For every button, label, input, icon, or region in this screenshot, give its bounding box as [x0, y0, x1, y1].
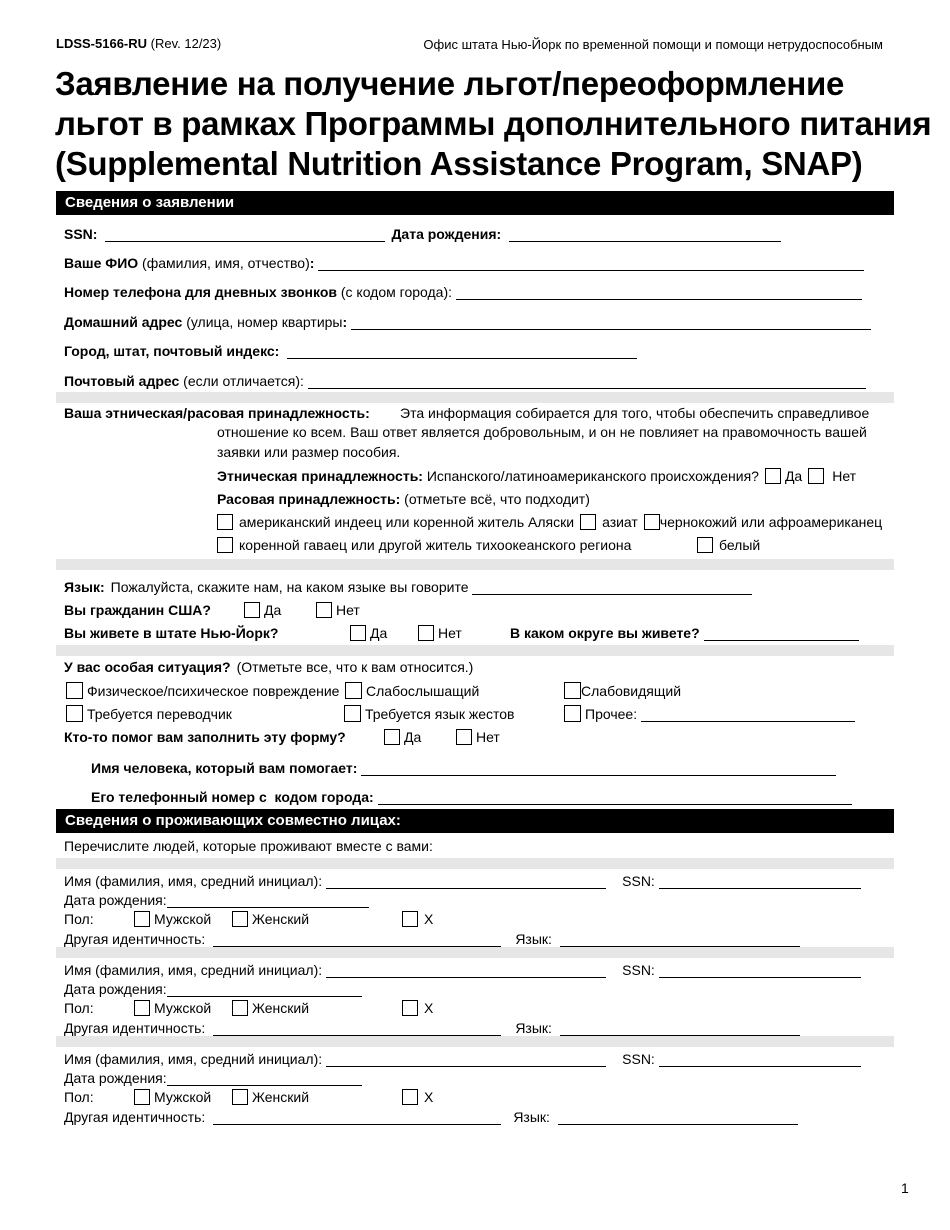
- language-question: Пожалуйста, скажите нам, на каком языке вы говорите: [110, 579, 469, 595]
- helper-phone-row: [91, 785, 852, 805]
- special-options-row-1: [66, 679, 681, 699]
- other-situation-checkbox[interactable]: [564, 705, 581, 722]
- physical-impairment-checkbox[interactable]: [66, 682, 83, 699]
- dob-label: Дата рождения:: [391, 226, 502, 242]
- helper-yes-label: Да: [404, 729, 422, 745]
- person-1-ssn-label: SSN:: [622, 873, 655, 889]
- person-3-male-checkbox[interactable]: [134, 1089, 150, 1105]
- person-3-female-checkbox[interactable]: [232, 1089, 248, 1105]
- special-situation-row: [64, 655, 473, 675]
- person-1-female-checkbox[interactable]: [232, 911, 248, 927]
- office-name: Офис штата Нью-Йорк по временной помощи и помощи нетрудоспособным: [423, 37, 883, 52]
- race-options-row-2: [217, 533, 760, 553]
- person-2-language-field[interactable]: [560, 1022, 800, 1036]
- person-2-identity-label: Другая идентичность:: [64, 1020, 206, 1036]
- visually-impaired-label: Слабовидящий: [581, 683, 682, 699]
- ny-no-label: Нет: [438, 625, 462, 641]
- person-3-ssn-label: SSN:: [622, 1051, 655, 1067]
- ethnic-label: Этническая принадлежность:: [217, 468, 423, 484]
- person-2-ssn-field[interactable]: [659, 964, 861, 978]
- ny-resident-row: [64, 621, 859, 641]
- other-situation-field[interactable]: [641, 708, 855, 722]
- person-2-language-label: Язык:: [515, 1020, 552, 1036]
- citizen-no-checkbox[interactable]: [316, 602, 332, 618]
- city-row: [64, 339, 637, 359]
- home-address-label: Домашний адрес: [64, 314, 183, 330]
- interpreter-checkbox[interactable]: [66, 705, 83, 722]
- person-1-language-field[interactable]: [560, 933, 800, 947]
- phone-hint: (с кодом города):: [336, 284, 453, 300]
- citizen-row: [64, 598, 360, 618]
- person-1-identity-row: [64, 927, 800, 947]
- helper-question: Кто-то помог вам заполнить эту форму?: [64, 729, 346, 745]
- person-3-language-label: Язык:: [513, 1109, 550, 1125]
- person-3-identity-label: Другая идентичность:: [64, 1109, 206, 1125]
- person-2-identity-field[interactable]: [213, 1022, 501, 1036]
- person-1-identity-label: Другая идентичность:: [64, 931, 206, 947]
- hispanic-no-checkbox[interactable]: [808, 468, 824, 484]
- person-2-sex-label: Пол:: [64, 1000, 94, 1016]
- page-number: 1: [901, 1180, 909, 1196]
- mailing-address-hint: (если отличается):: [179, 373, 304, 389]
- person-2-dob-label: Дата рождения:: [64, 981, 167, 997]
- ssn-label: SSN:: [64, 226, 98, 242]
- race-native-american-label: американский индеец или коренной житель Аляски: [239, 514, 575, 530]
- language-field[interactable]: [472, 581, 752, 595]
- person-3-x-label: X: [424, 1089, 434, 1105]
- phone-label: Номер телефона для дневных звонков: [64, 284, 337, 300]
- citizen-yes-checkbox[interactable]: [244, 602, 260, 618]
- helper-phone-field[interactable]: [378, 791, 852, 805]
- separator-1: [56, 392, 894, 403]
- title-line-2: льгот в рамках Программы дополнительного питания: [55, 105, 932, 142]
- helper-no-label: Нет: [476, 729, 500, 745]
- citizen-yes-label: Да: [264, 602, 282, 618]
- race-pacific-checkbox[interactable]: [217, 537, 233, 553]
- person-1-sex-row: [64, 907, 433, 927]
- person-2-identity-row: [64, 1016, 800, 1036]
- person-1-x-label: X: [424, 911, 434, 927]
- mailing-address-row: [64, 369, 866, 389]
- person-1-language-label: Язык:: [515, 931, 552, 947]
- person-2-x-checkbox[interactable]: [402, 1000, 418, 1016]
- person-3-identity-field[interactable]: [213, 1111, 501, 1125]
- person-3-name-field[interactable]: [326, 1053, 606, 1067]
- race-asian-checkbox[interactable]: [580, 514, 596, 530]
- race-native-american-checkbox[interactable]: [217, 514, 233, 530]
- ethnicity-note-3: заявки или размер пособия.: [217, 444, 401, 460]
- helper-yes-checkbox[interactable]: [384, 729, 400, 745]
- household-intro: Перечислите людей, которые проживают вместе с вами:: [64, 838, 433, 854]
- county-field[interactable]: [704, 627, 859, 641]
- person-3-x-checkbox[interactable]: [402, 1089, 418, 1105]
- person-1-ssn-field[interactable]: [659, 875, 861, 889]
- person-2-name-row: [64, 958, 861, 978]
- dob-field[interactable]: [509, 228, 781, 242]
- form-header: [56, 36, 221, 51]
- ny-yes-label: Да: [370, 625, 388, 641]
- full-name-hint: (фамилия, имя, отчество): [138, 255, 310, 271]
- ny-resident-question: Вы живете в штате Нью-Йорк?: [64, 625, 279, 641]
- full-name-label: Ваше ФИО: [64, 255, 139, 271]
- person-1-sex-label: Пол:: [64, 911, 94, 927]
- home-address-field[interactable]: [351, 316, 871, 330]
- full-name-field[interactable]: [318, 257, 864, 271]
- special-options-row-2: [66, 702, 855, 722]
- section-household: Сведения о проживающих совместно лицах:: [56, 809, 894, 833]
- special-note: (Отметьте все, что к вам относится.): [236, 659, 474, 675]
- person-2-sex-row: [64, 996, 433, 1016]
- race-note: (отметьте всё, что подходит): [400, 491, 590, 507]
- hearing-impaired-checkbox[interactable]: [345, 682, 362, 699]
- separator-person-1: [56, 858, 894, 869]
- sign-language-checkbox[interactable]: [344, 705, 361, 722]
- ethnicity-note-1: Эта информация собирается для того, чтобы обеспечить справедливое: [400, 405, 870, 421]
- person-2-male-label: Мужской: [154, 1000, 212, 1016]
- person-3-dob-label: Дата рождения:: [64, 1070, 167, 1086]
- mailing-address-field[interactable]: [308, 375, 866, 389]
- hispanic-question: Испанского/латиноамериканского происхождения?: [422, 468, 759, 484]
- mailing-address-label: Почтовый адрес: [64, 373, 180, 389]
- race-white-checkbox[interactable]: [697, 537, 713, 553]
- separator-person-2: [56, 947, 894, 958]
- person-2-ssn-label: SSN:: [622, 962, 655, 978]
- person-2-dob-row: [64, 977, 362, 997]
- ny-no-checkbox[interactable]: [418, 625, 434, 641]
- person-1-name-field[interactable]: [326, 875, 606, 889]
- race-black-label: чернокожий или афроамериканец: [659, 514, 883, 530]
- citizen-question: Вы гражданин США?: [64, 602, 211, 618]
- county-question: В каком округе вы живете?: [510, 625, 700, 641]
- person-3-dob-field[interactable]: [167, 1072, 362, 1086]
- language-row: [64, 575, 752, 595]
- ny-yes-checkbox[interactable]: [350, 625, 366, 641]
- title-line-3: (Supplemental Nutrition Assistance Program, SNAP): [55, 145, 863, 182]
- form-revision: (Rev. 12/23): [150, 36, 222, 51]
- person-3-female-label: Женский: [252, 1089, 310, 1105]
- person-1-dob-label: Дата рождения:: [64, 892, 167, 908]
- person-2-dob-field[interactable]: [167, 983, 362, 997]
- ethnicity-label: Ваша этническая/расовая принадлежность:: [64, 405, 370, 421]
- race-label: Расовая принадлежность:: [217, 491, 401, 507]
- helper-no-checkbox[interactable]: [456, 729, 472, 745]
- full-name-row: [64, 251, 864, 271]
- full-name-colon: :: [309, 255, 315, 271]
- person-2-female-label: Женский: [252, 1000, 310, 1016]
- visually-impaired-checkbox[interactable]: [564, 682, 581, 699]
- helper-name-label: Имя человека, который вам помогает:: [91, 760, 358, 776]
- race-white-label: белый: [719, 537, 761, 553]
- form-code: LDSS-5166-RU: [56, 36, 148, 51]
- helper-phone-label: Его телефонный номер с кодом города:: [91, 789, 374, 805]
- race-pacific-label: коренной гаваец или другой житель тихоокеанского региона: [239, 537, 632, 553]
- ethnicity-note-2: отношение ко всем. Ваш ответ является добровольным, и он не повлияет на правомочность вашей: [217, 424, 867, 440]
- person-1-male-label: Мужской: [154, 911, 212, 927]
- phone-field[interactable]: [456, 286, 862, 300]
- person-1-name-label: Имя (фамилия, имя, средний инициал):: [64, 873, 323, 889]
- home-address-colon: :: [342, 314, 348, 330]
- person-3-male-label: Мужской: [154, 1089, 212, 1105]
- language-label: Язык:: [64, 579, 105, 595]
- person-2-name-label: Имя (фамилия, имя, средний инициал):: [64, 962, 323, 978]
- person-2-x-label: X: [424, 1000, 434, 1016]
- title-line-1: Заявление на получение льгот/переоформление: [55, 65, 845, 102]
- race-options-row-1: [217, 510, 882, 530]
- special-question: У вас особая ситуация?: [64, 659, 231, 675]
- person-1-male-checkbox[interactable]: [134, 911, 150, 927]
- race-heading-row: [217, 487, 590, 507]
- hispanic-yes-label: Да: [784, 468, 803, 484]
- hispanic-no-label: Нет: [832, 468, 857, 484]
- interpreter-label: Требуется переводчик: [87, 706, 232, 722]
- city-field[interactable]: [287, 345, 637, 359]
- separator-person-3: [56, 1036, 894, 1047]
- phone-row: [64, 280, 862, 300]
- helper-name-row: [91, 756, 836, 776]
- person-1-dob-row: [64, 888, 369, 908]
- sign-language-label: Требуется язык жестов: [365, 706, 515, 722]
- person-3-ssn-field[interactable]: [659, 1053, 861, 1067]
- hispanic-row: [217, 464, 856, 484]
- separator-2: [56, 559, 894, 570]
- other-situation-label: Прочее:: [585, 706, 638, 722]
- person-1-name-row: [64, 869, 861, 889]
- race-black-checkbox[interactable]: [644, 514, 660, 530]
- citizen-no-label: Нет: [336, 602, 360, 618]
- person-2-female-checkbox[interactable]: [232, 1000, 248, 1016]
- person-3-name-row: [64, 1047, 861, 1067]
- physical-impairment-label: Физическое/психическое повреждение: [87, 683, 340, 699]
- hispanic-yes-checkbox[interactable]: [765, 468, 781, 484]
- home-address-hint: (улица, номер квартиры: [182, 314, 343, 330]
- section-application-info: Сведения о заявлении: [56, 191, 894, 215]
- person-3-language-field[interactable]: [558, 1111, 798, 1125]
- person-3-sex-row: [64, 1085, 433, 1105]
- home-address-row: [64, 310, 871, 330]
- ssn-dob-row: [64, 222, 781, 242]
- person-2-name-field[interactable]: [326, 964, 606, 978]
- race-asian-label: азиат: [602, 514, 638, 530]
- person-2-male-checkbox[interactable]: [134, 1000, 150, 1016]
- form-title: [55, 64, 931, 184]
- person-3-sex-label: Пол:: [64, 1089, 94, 1105]
- person-1-female-label: Женский: [252, 911, 310, 927]
- city-label: Город, штат, почтовый индекс:: [64, 343, 280, 359]
- person-3-dob-row: [64, 1066, 362, 1086]
- person-1-x-checkbox[interactable]: [402, 911, 418, 927]
- person-3-identity-row: [64, 1105, 798, 1125]
- person-3-name-label: Имя (фамилия, имя, средний инициал):: [64, 1051, 323, 1067]
- ssn-field[interactable]: [105, 228, 385, 242]
- hearing-impaired-label: Слабослышащий: [366, 683, 480, 699]
- helper-row: [64, 725, 500, 745]
- person-1-dob-field[interactable]: [167, 894, 369, 908]
- helper-name-field[interactable]: [361, 762, 836, 776]
- person-1-identity-field[interactable]: [213, 933, 501, 947]
